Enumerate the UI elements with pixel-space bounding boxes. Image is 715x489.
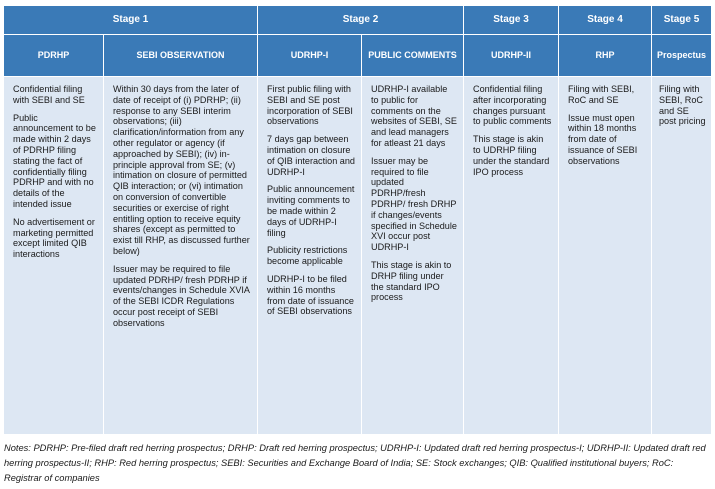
body-prospectus — [652, 77, 711, 434]
stage-3-header: Stage 3 — [464, 6, 559, 34]
body-public-comments — [362, 77, 464, 434]
body-rhp — [559, 77, 652, 434]
body-udrhp-1 — [258, 77, 362, 434]
body-text: Filing with SEBI, RoC and SE — [568, 84, 635, 105]
col-header-prospectus: Prospectus — [652, 35, 711, 76]
body-text: Publicity restrictions become applicable — [267, 245, 348, 267]
body-sebi-observation — [104, 77, 258, 434]
stage-5-header: Stage 5 — [652, 6, 711, 34]
body-text: Issue must open within 18 months from date of issuance of SEBI observations — [568, 112, 638, 166]
body-text: UDRHP-I available to public for comments on the websites of SEBI, SE and lead managers for atleast 21 days — [371, 84, 457, 148]
body-text: Confidential filing with SEBI and SE — [13, 84, 85, 105]
body-text: First public filing with SEBI and SE post incorporation of SEBI observations — [267, 84, 353, 127]
body-text: Issuer may be required to file updated PDRHP/fresh PDRHP/ fresh DRHP if changes/events specified in Schedule XVI occur post UDRHP-I — [371, 155, 457, 253]
col-header-udrhp-1: UDRHP-I — [258, 35, 362, 76]
col-header-public-comments: PUBLIC COMMENTS — [362, 35, 464, 76]
stage-1-header: Stage 1 — [4, 6, 258, 34]
col-header-rhp: RHP — [559, 35, 652, 76]
body-text: Filing with SEBI, RoC and SE post pricing — [659, 84, 706, 127]
body-text: Public announcement to be made within 2 days of PDRHP filing stating the fact of confidentially filing PDRHP and with no details of the intended issue — [13, 112, 96, 209]
table-notes: Notes: PDRHP: Pre-filed draft red herring prospectus; DRHP: Draft red herring prospectus; UDRHP-I: Updated draft red herring prospectus-I; UDRHP-II: Updated draft red herring prospectus-II; RHP: Red herring prospectus; SEBI: Securities and Exchange Board of India; SE: Stock exchanges; QIB: Qualified institutional buyers; RoC: Registrar of companies — [4, 443, 706, 483]
body-pdrhp — [4, 77, 104, 434]
body-udrhp-2 — [464, 77, 559, 434]
body-text: This stage is akin to DRHP filing under the standard IPO process — [371, 259, 452, 303]
body-text: Issuer may be required to file updated PDRHP/ fresh PDRHP if events/changes in Schedule XVIA of the SEBI ICDR Regulations occur post receipt of SEBI observations — [113, 263, 250, 328]
body-text: No advertisement or marketing permitted except limited QIB interactions — [13, 216, 95, 260]
body-text: UDRHP-I to be filed within 16 months from date of issuance of SEBI observations — [267, 273, 354, 317]
body-text: Within 30 days from the later of date of receipt of (i) PDRHP; (ii) response to any SEBI interim observations; (iii) clarification/information from any other regulator or agency (if approached by SEBI); (iv) in-principle approval from SE; (v) intimation on closure of permitted QIB interaction; or (vi) intimation on conversion of convertible securities or exercise of right entitling option to receive equity shares (except as permitted to exist till RHP, as discussed further below) — [113, 84, 250, 256]
ipo-stages-table — [4, 6, 711, 434]
col-header-pdrhp: PDRHP — [4, 35, 104, 76]
body-text: This stage is akin to UDRHP filing under the standard IPO process — [473, 134, 550, 177]
stage-4-header: Stage 4 — [559, 6, 652, 34]
col-header-sebi-observation: SEBI OBSERVATION — [104, 35, 258, 76]
body-text: 7 days gap between intimation on closure of QIB interaction and UDRHP-I — [267, 134, 355, 177]
body-text: Confidential filing after incorporating changes pursuant to public comments — [473, 84, 552, 127]
stage-2-header: Stage 2 — [258, 6, 464, 34]
col-header-udrhp-2: UDRHP-II — [464, 35, 559, 76]
body-text: Public announcement inviting comments to be made within 2 days of UDRHP-I filing — [267, 184, 355, 238]
